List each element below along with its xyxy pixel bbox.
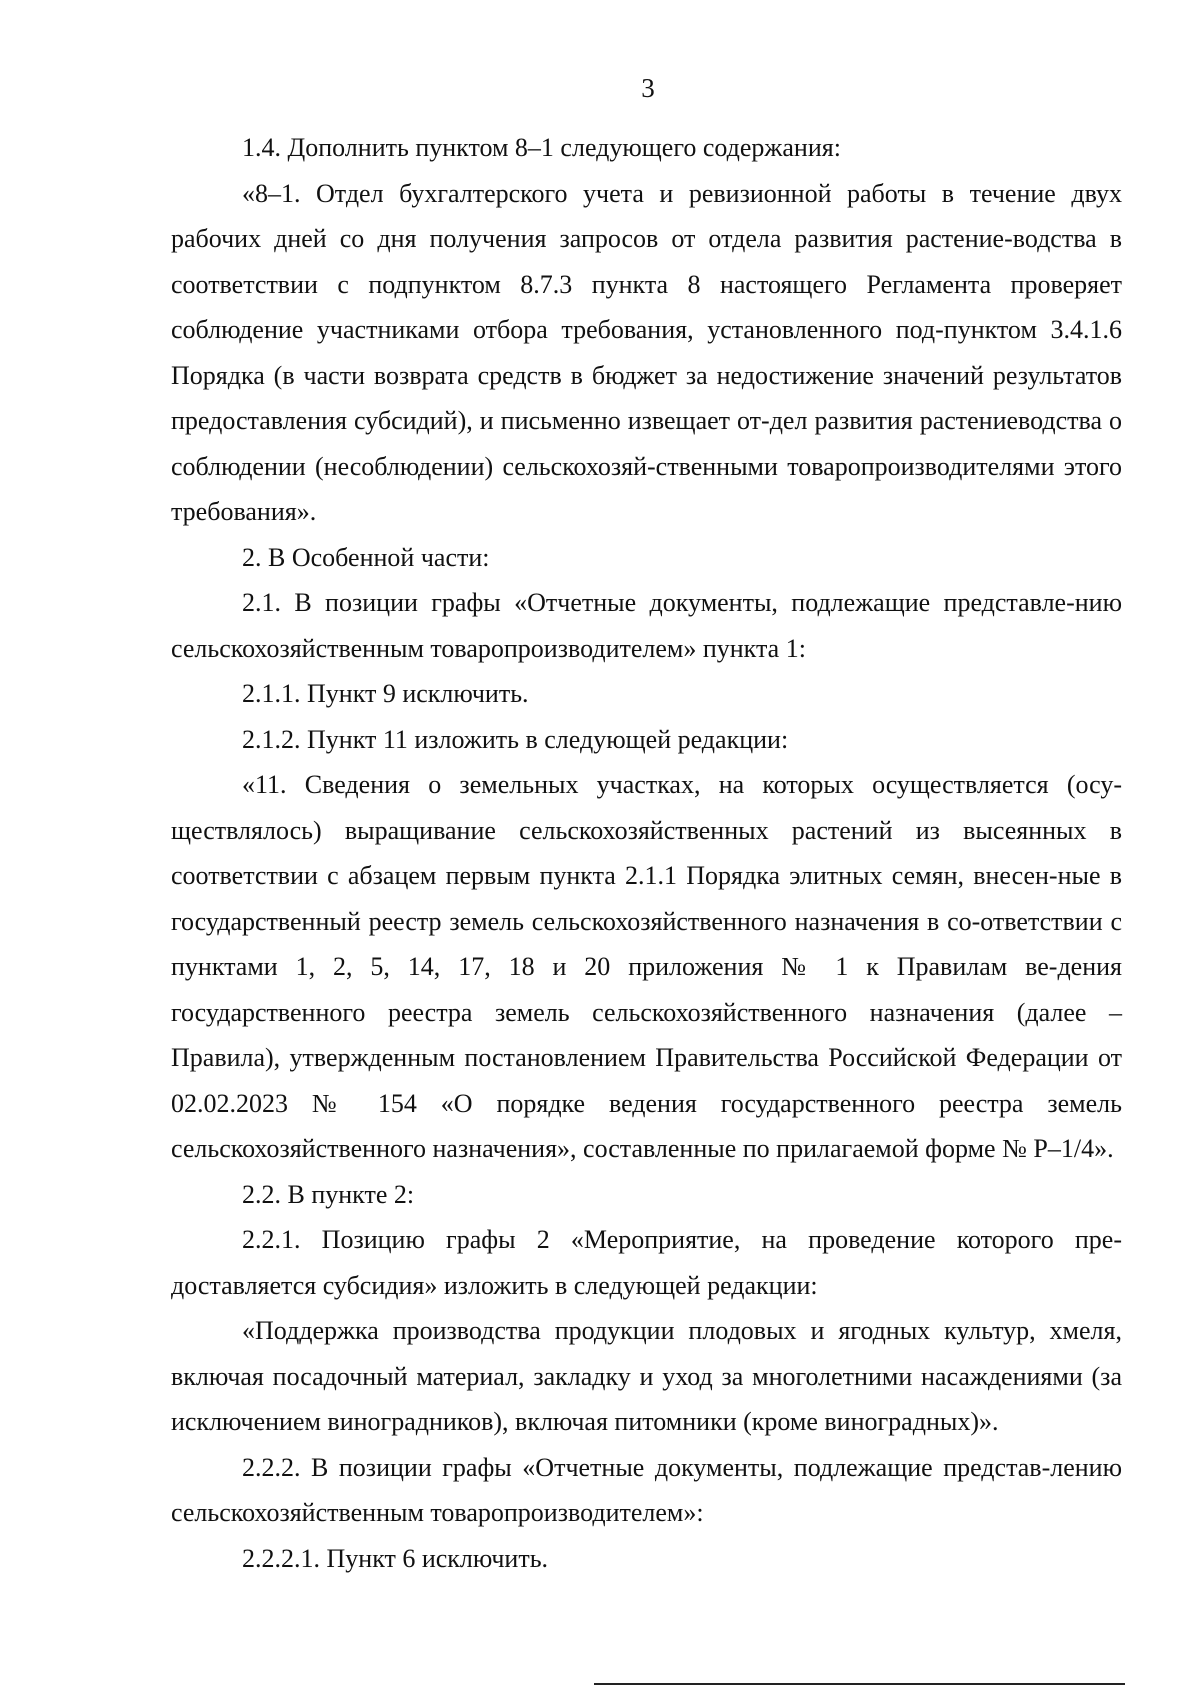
paragraph-2-1: 2.1. В позиции графы «Отчетные документы, подлежащие представле-нию сельскохозяйственным товаропроизводителем» пункта 1: [171, 588, 1122, 663]
paragraph-2: 2. В Особенной части: [242, 542, 490, 572]
paragraph-1-4: 1.4. Дополнить пунктом 8–1 следующего содержания: [242, 133, 841, 162]
footer-divider [594, 1683, 1125, 1685]
paragraph-2-2-1: 2.2.1. Позицию графы 2 «Мероприятие, на проведение которого пре-доставляется субсидия» изложить в следующей редакции: [171, 1225, 1122, 1300]
paragraph-11-text: «11. Сведения о земельных участках, на которых осуществляется (осу-ществлялось) выращивание сельскохозяйственных растений из высеянных в соответствии с абзацем первым пункта 2.1.1 Порядка элитных семян, внесен-ные в государственный реестр земель сельскохозяйственного назначения в со-ответствии с пунктами 1, 2, 5, 14, 17, 18 и 20 приложения № 1 к Правилам ве-дения государственного реестра земель сельскохозяйственного назначения (далее – Правила), утвержденным постановлением Правительства Российской Федерации от 02.02.2023 № 154 «О порядке ведения государственного реестра земель сельскохозяйственного назначения», составленные по прилагаемой форме № Р–1/4». [171, 770, 1122, 1163]
paragraph-support-text: «Поддержка производства продукции плодовых и ягодных культур, хмеля, включая посадочный материал, закладку и уход за многолетними насаждениями (за исключением виноградников), включая питомники (кроме виноградных)». [171, 1316, 1122, 1436]
document-body [171, 125, 1122, 1581]
paragraph-2-2-2-1: 2.2.2.1. Пункт 6 исключить. [242, 1543, 549, 1573]
paragraph-2-2-2: 2.2.2. В позиции графы «Отчетные документы, подлежащие представ-лению сельскохозяйственным товаропроизводителем»: [171, 1452, 1122, 1527]
paragraph-8-1-text: «8–1. Отдел бухгалтерского учета и ревизионной работы в течение двух рабочих дней со дня получения запросов от отдела развития растение-водства в соответствии с подпунктом 8.7.3 пункта 8 настоящего Регламента проверяет соблюдение участниками отбора требования, установленного под-пунктом 3.4.1.6 Порядка (в части возврата средств в бюджет за недостижение значений результатов предоставления субсидий), и письменно извещает от-дел развития растениеводства о соблюдении (несоблюдении) сельскохозяй-ственными товаропроизводителями этого требования». [171, 178, 1122, 526]
paragraph-2-2: 2.2. В пункте 2: [242, 1179, 415, 1209]
paragraph-2-1-2: 2.1.2. Пункт 11 изложить в следующей редакции: [242, 724, 789, 754]
page-number: 3 [641, 73, 655, 103]
paragraph-2-1-1: 2.1.1. Пункт 9 исключить. [242, 679, 529, 708]
